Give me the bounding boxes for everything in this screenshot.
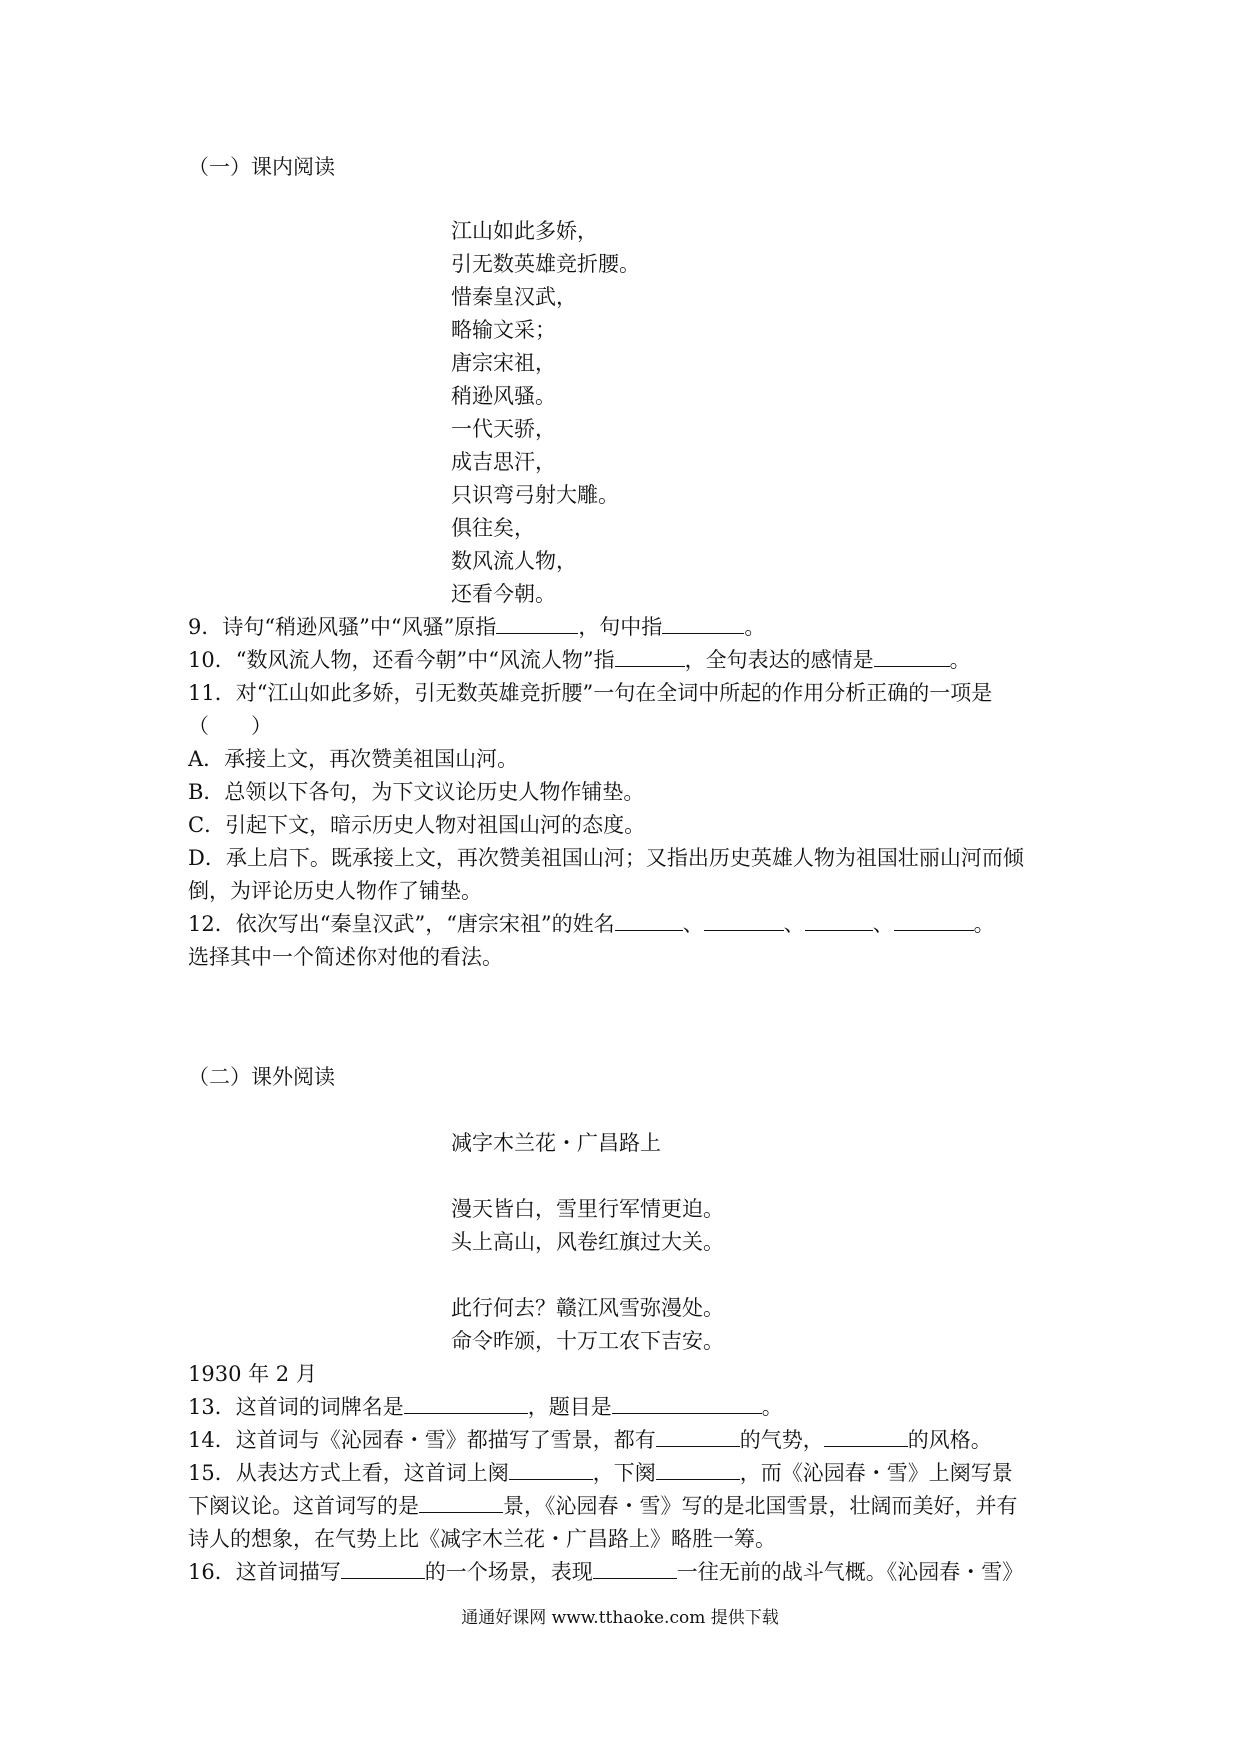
poem-line: 成吉思汗， xyxy=(451,450,556,474)
answer-blank[interactable] xyxy=(496,613,578,634)
question-text: 。 xyxy=(744,615,766,639)
question-text: 。 xyxy=(949,648,971,672)
question-15 xyxy=(188,1458,1013,1488)
question-text: 。 xyxy=(761,1395,783,1419)
answer-blank[interactable] xyxy=(656,1426,740,1447)
poem-line: 唐宗宋祖， xyxy=(451,351,556,375)
question-text: 9．诗句“稍逊风骚”中“风骚”原指 xyxy=(188,615,497,639)
option-d[interactable]: D．承上启下。既承接上文，再次赞美祖国山河；又指出历史英雄人物为祖国壮丽山河而倾 xyxy=(188,846,1024,870)
question-text: 14．这首词与《沁园春・雪》都描写了雪景，都有 xyxy=(188,1428,656,1452)
question-text: 一往无前的战斗气概。《沁园春・雪》 xyxy=(676,1560,1024,1584)
question-text: 12．依次写出“秦皇汉武”，“唐宗宋祖”的姓名 xyxy=(188,912,615,936)
poem-line: 命令昨颁，十万工农下吉安。 xyxy=(451,1329,724,1353)
question-text: ，题目是 xyxy=(527,1395,612,1419)
separator: 、 xyxy=(783,912,805,936)
question-12-line2: 选择其中一个简述你对他的看法。 xyxy=(188,945,503,969)
separator: 、 xyxy=(682,912,704,936)
question-text: 的气势， xyxy=(739,1428,824,1452)
poem-line: 只识弯弓射大雕。 xyxy=(451,483,619,507)
question-text: 13．这首词的词牌名是 xyxy=(188,1395,404,1419)
answer-parentheses[interactable]: （ ） xyxy=(188,714,272,738)
question-text: 的风格。 xyxy=(907,1428,992,1452)
answer-blank[interactable] xyxy=(824,1426,908,1447)
question-text: ，而《沁园春・雪》上阕写景 xyxy=(739,1461,1013,1485)
option-c[interactable]: C．引起下文，暗示历史人物对祖国山河的态度。 xyxy=(188,813,646,837)
poem-line: 一代天骄， xyxy=(451,417,556,441)
poem-line: 漫天皆白，雪里行军情更迫。 xyxy=(451,1197,724,1221)
question-12 xyxy=(188,909,995,939)
option-a[interactable]: A．承接上文，再次赞美祖国山河。 xyxy=(188,747,519,771)
page-footer: 通通好课网 www.tthaoke.com 提供下载 xyxy=(461,1608,779,1628)
question-15-line3: 诗人的想象，在气势上比《减字木兰花・广昌路上》略胜一筹。 xyxy=(188,1527,776,1551)
answer-blank[interactable] xyxy=(662,613,744,634)
question-15-line2 xyxy=(188,1491,1018,1521)
poem-line: 略输文采； xyxy=(451,318,556,342)
answer-blank[interactable] xyxy=(593,1558,677,1579)
question-text: 的一个场景，表现 xyxy=(424,1560,593,1584)
answer-blank[interactable] xyxy=(805,910,873,931)
separator: 。 xyxy=(973,912,995,936)
answer-blank[interactable] xyxy=(615,646,685,667)
answer-blank[interactable] xyxy=(419,1492,503,1513)
question-text: 下阕议论。这首词写的是 xyxy=(188,1494,419,1518)
question-text: 景，《沁园春・雪》写的是北国雪景，壮阔而美好，并有 xyxy=(503,1494,1018,1518)
question-text: 15．从表达方式上看，这首词上阕 xyxy=(188,1461,509,1485)
poem-line: 头上高山，风卷红旗过大关。 xyxy=(451,1230,724,1254)
question-text: ，全句表达的感情是 xyxy=(684,648,874,672)
section-heading-2: （二）课外阅读 xyxy=(188,1065,335,1089)
question-14 xyxy=(188,1425,992,1455)
question-11-stem: 11．对“江山如此多娇，引无数英雄竞折腰”一句在全词中所起的作用分析正确的一项是 xyxy=(188,681,993,705)
poem-line: 江山如此多娇， xyxy=(451,219,598,243)
answer-blank[interactable] xyxy=(612,1393,762,1414)
question-16 xyxy=(188,1557,1023,1587)
poem-line: 还看今朝。 xyxy=(451,582,556,606)
poem-line: 引无数英雄竞折腰。 xyxy=(451,252,640,276)
option-d-continued: 倒，为评论历史人物作了铺垫。 xyxy=(188,879,482,903)
answer-blank[interactable] xyxy=(894,910,974,931)
poem-line: 稍逊风骚。 xyxy=(451,384,556,408)
poem-line: 此行何去？赣江风雪弥漫处。 xyxy=(451,1296,724,1320)
poem-title: 减字木兰花・广昌路上 xyxy=(451,1131,661,1155)
question-text: 10．“数风流人物，还看今朝”中“风流人物”指 xyxy=(188,648,615,672)
option-b[interactable]: B．总领以下各句，为下文议论历史人物作铺垫。 xyxy=(188,780,645,804)
question-9 xyxy=(188,612,765,642)
poem-line: 俱往矣， xyxy=(451,516,535,540)
answer-blank[interactable] xyxy=(874,646,950,667)
answer-blank[interactable] xyxy=(656,1459,740,1480)
question-text: ，句中指 xyxy=(578,615,663,639)
answer-blank[interactable] xyxy=(404,1393,528,1414)
section-heading-1: （一）课内阅读 xyxy=(188,155,335,179)
answer-blank[interactable] xyxy=(704,910,784,931)
question-text: 16．这首词描写 xyxy=(188,1560,341,1584)
question-10 xyxy=(188,645,971,675)
separator: 、 xyxy=(872,912,894,936)
answer-blank[interactable] xyxy=(341,1558,425,1579)
poem-line: 惜秦皇汉武， xyxy=(451,285,577,309)
poem-date: 1930 年 2 月 xyxy=(188,1362,317,1386)
question-text: ，下阕 xyxy=(592,1461,656,1485)
answer-blank[interactable] xyxy=(509,1459,593,1480)
poem-line: 数风流人物， xyxy=(451,549,577,573)
answer-blank[interactable] xyxy=(615,910,683,931)
question-13 xyxy=(188,1392,783,1422)
